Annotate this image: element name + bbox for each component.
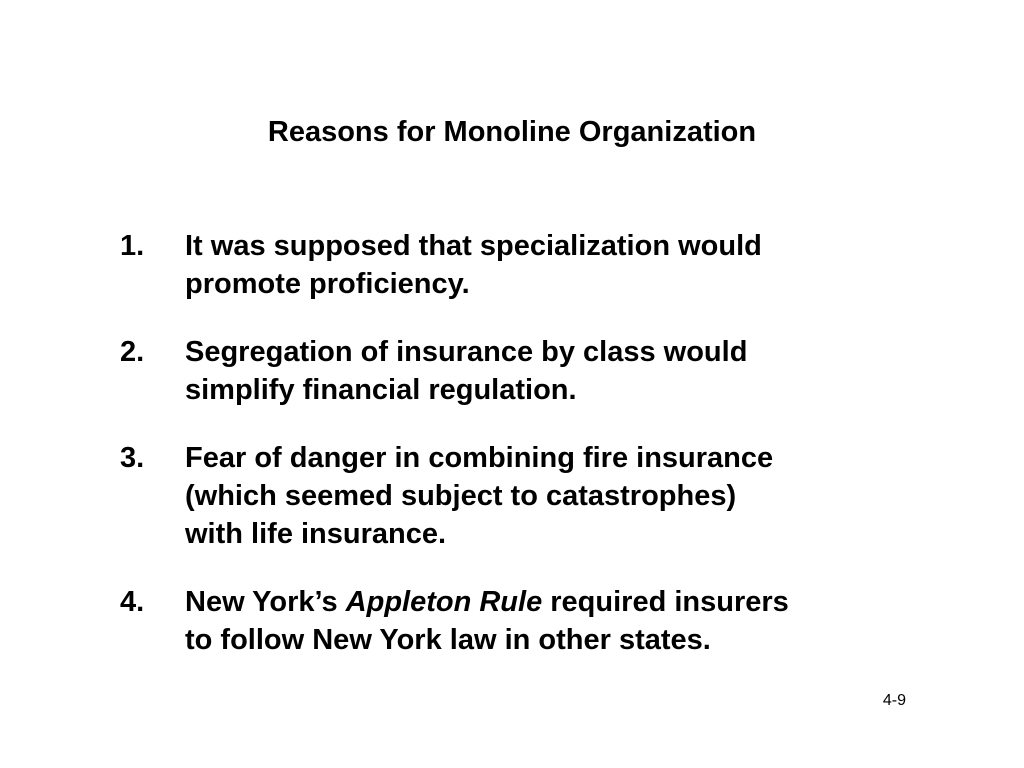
page-number: 4-9 xyxy=(882,692,906,709)
item-text-line: (which seemed subject to catastrophes) xyxy=(185,480,737,512)
item-text-post: required insurers xyxy=(542,586,789,618)
item-text-pre: New York’s xyxy=(185,586,346,618)
list-item xyxy=(120,439,920,553)
item-text-line: to follow New York law in other states. xyxy=(185,624,711,656)
item-number: 4. xyxy=(120,586,145,618)
appleton-rule-emphasis: Appleton Rule xyxy=(345,586,543,618)
item-number: 2. xyxy=(120,336,145,368)
list-item xyxy=(120,583,920,659)
item-text-line: simplify financial regulation. xyxy=(185,374,577,406)
item-number: 3. xyxy=(120,442,145,474)
item-text-line: Fear of danger in combining fire insurance xyxy=(185,442,774,474)
item-number: 1. xyxy=(120,230,145,262)
item-text-line: It was supposed that specialization would xyxy=(185,230,762,262)
reasons-list xyxy=(120,227,920,689)
item-text xyxy=(185,333,905,409)
list-item xyxy=(120,227,920,303)
list-item xyxy=(120,333,920,409)
item-text-line: promote proficiency. xyxy=(185,268,470,300)
item-text xyxy=(185,439,905,553)
item-text-line: with life insurance. xyxy=(185,518,447,550)
item-text xyxy=(185,583,905,659)
item-text xyxy=(185,227,905,303)
slide-title: Reasons for Monoline Organization xyxy=(267,116,757,148)
item-text-line: Segregation of insurance by class would xyxy=(185,336,748,368)
